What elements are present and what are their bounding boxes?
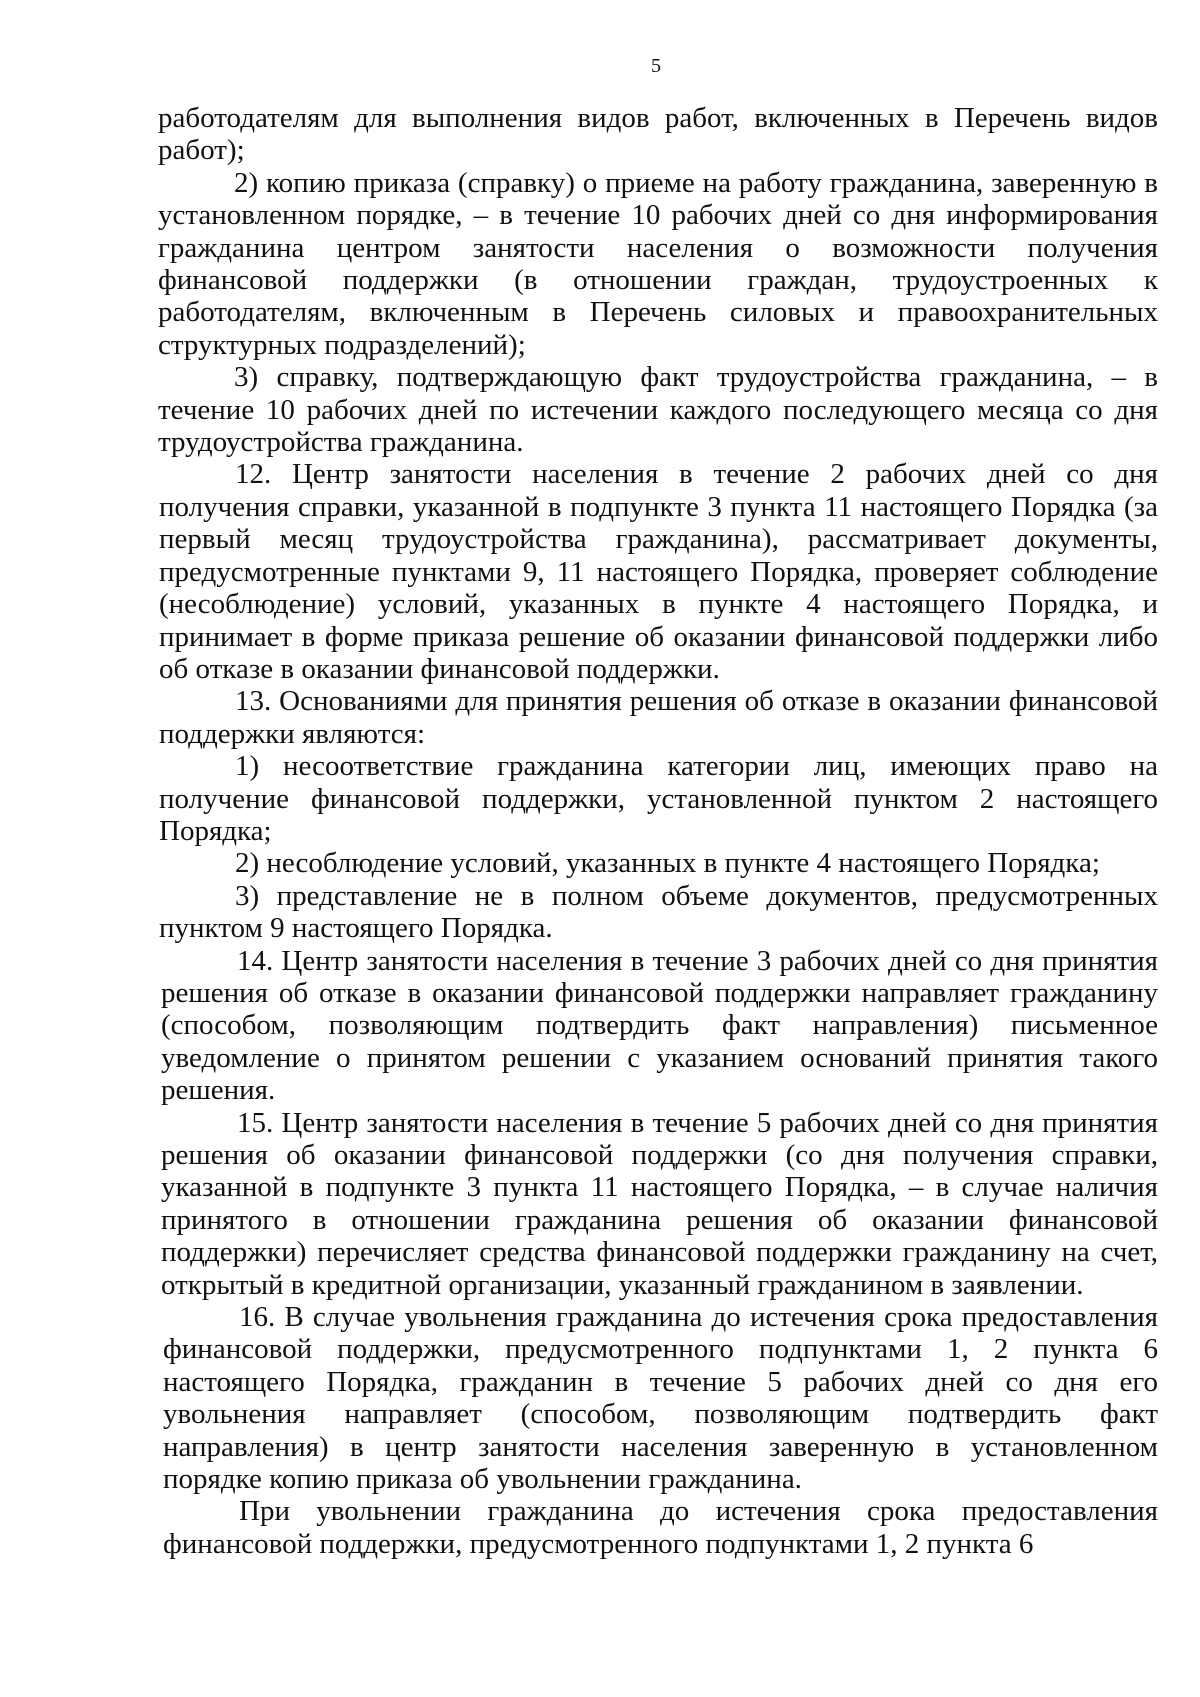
page-number: 5 [651,55,661,77]
paragraph-dismissal-continuation: При увольнении гражданина до истечения срока предоставления финансовой поддержки, предусмотренного подпунктами 1, 2 пункта 6 [163,1495,1158,1560]
paragraph-continuation: работодателям для выполнения видов работ, включенных в Перечень видов работ); [158,102,1158,167]
paragraph-clause-13-subitem-2: 2) несоблюдение условий, указанных в пункте 4 настоящего Порядка; [235,847,1100,880]
paragraph-clause-13-subitem-3: 3) представление не в полном объеме документов, предусмотренных пунктом 9 настоящего Порядка. [159,879,1158,945]
paragraph-clause-14: 14. Центр занятости населения в течение 3 рабочих дней со дня принятия решения об отказе в оказании финансовой поддержки направляет гражданину (способом, позволяющим подтвердить факт направления) письменное уведомление о принятом решении с указанием оснований принятия такого решения. [161,944,1158,1107]
paragraph-subitem-2: 2) копию приказа (справку) о приеме на работу гражданина, заверенную в установленном порядке, – в течение 10 рабочих дней со дня информирования гражданина центром занятости населения о возможности получения финансовой поддержки (в отношении граждан, трудоустроенных к работодателям, включенным в Перечень силовых и правоохранительных структурных подразделений); [158,166,1158,361]
paragraph-clause-13-subitem-1: 1) несоответствие гражданина категории лиц, имеющих право на получение финансовой поддержки, установленной пунктом 2 настоящего Порядка; [159,750,1158,847]
paragraph-clause-12: 12. Центр занятости населения в течение 2 рабочих дней со дня получения справки, указанной в подпункте 3 пункта 11 настоящего Порядка (за первый месяц трудоустройства гражданина), рассматривает документы, предусмотренные пунктами 9, 11 настоящего Порядка, проверяет соблюдение (несоблюдение) условий, указанных в пункте 4 настоящего Порядка, и принимает в форме приказа решение об оказании финансовой поддержки либо об отказе в оказании финансовой поддержки. [159,458,1158,685]
paragraph-clause-16: 16. В случае увольнения гражданина до истечения срока предоставления финансовой поддержки, предусмотренного подпунктами 1, 2 пункта 6 настоящего Порядка, гражданин в течение 5 рабочих дней со дня его увольнения направляет (способом, позволяющим подтвердить факт направления) в центр занятости населения заверенную в установленном порядке копию приказа об увольнении гражданина. [163,1301,1158,1496]
paragraph-subitem-3: 3) справку, подтверждающую факт трудоустройства гражданина, – в течение 10 рабочих дней по истечении каждого последующего месяца со дня трудоустройства гражданина. [158,361,1158,459]
document-body [158,102,1158,1560]
paragraph-clause-15: 15. Центр занятости населения в течение 5 рабочих дней со дня принятия решения об оказании финансовой поддержки (со дня получения справки, указанной в подпункте 3 пункта 11 настоящего Порядка, – в случае наличия принятого в отношении гражданина решения об оказании финансовой поддержки) перечисляет средства финансовой поддержки гражданину на счет, открытый в кредитной организации, указанный гражданином в заявлении. [161,1106,1158,1301]
paragraph-clause-13: 13. Основаниями для принятия решения об отказе в оказании финансовой поддержки являются: [159,685,1158,750]
